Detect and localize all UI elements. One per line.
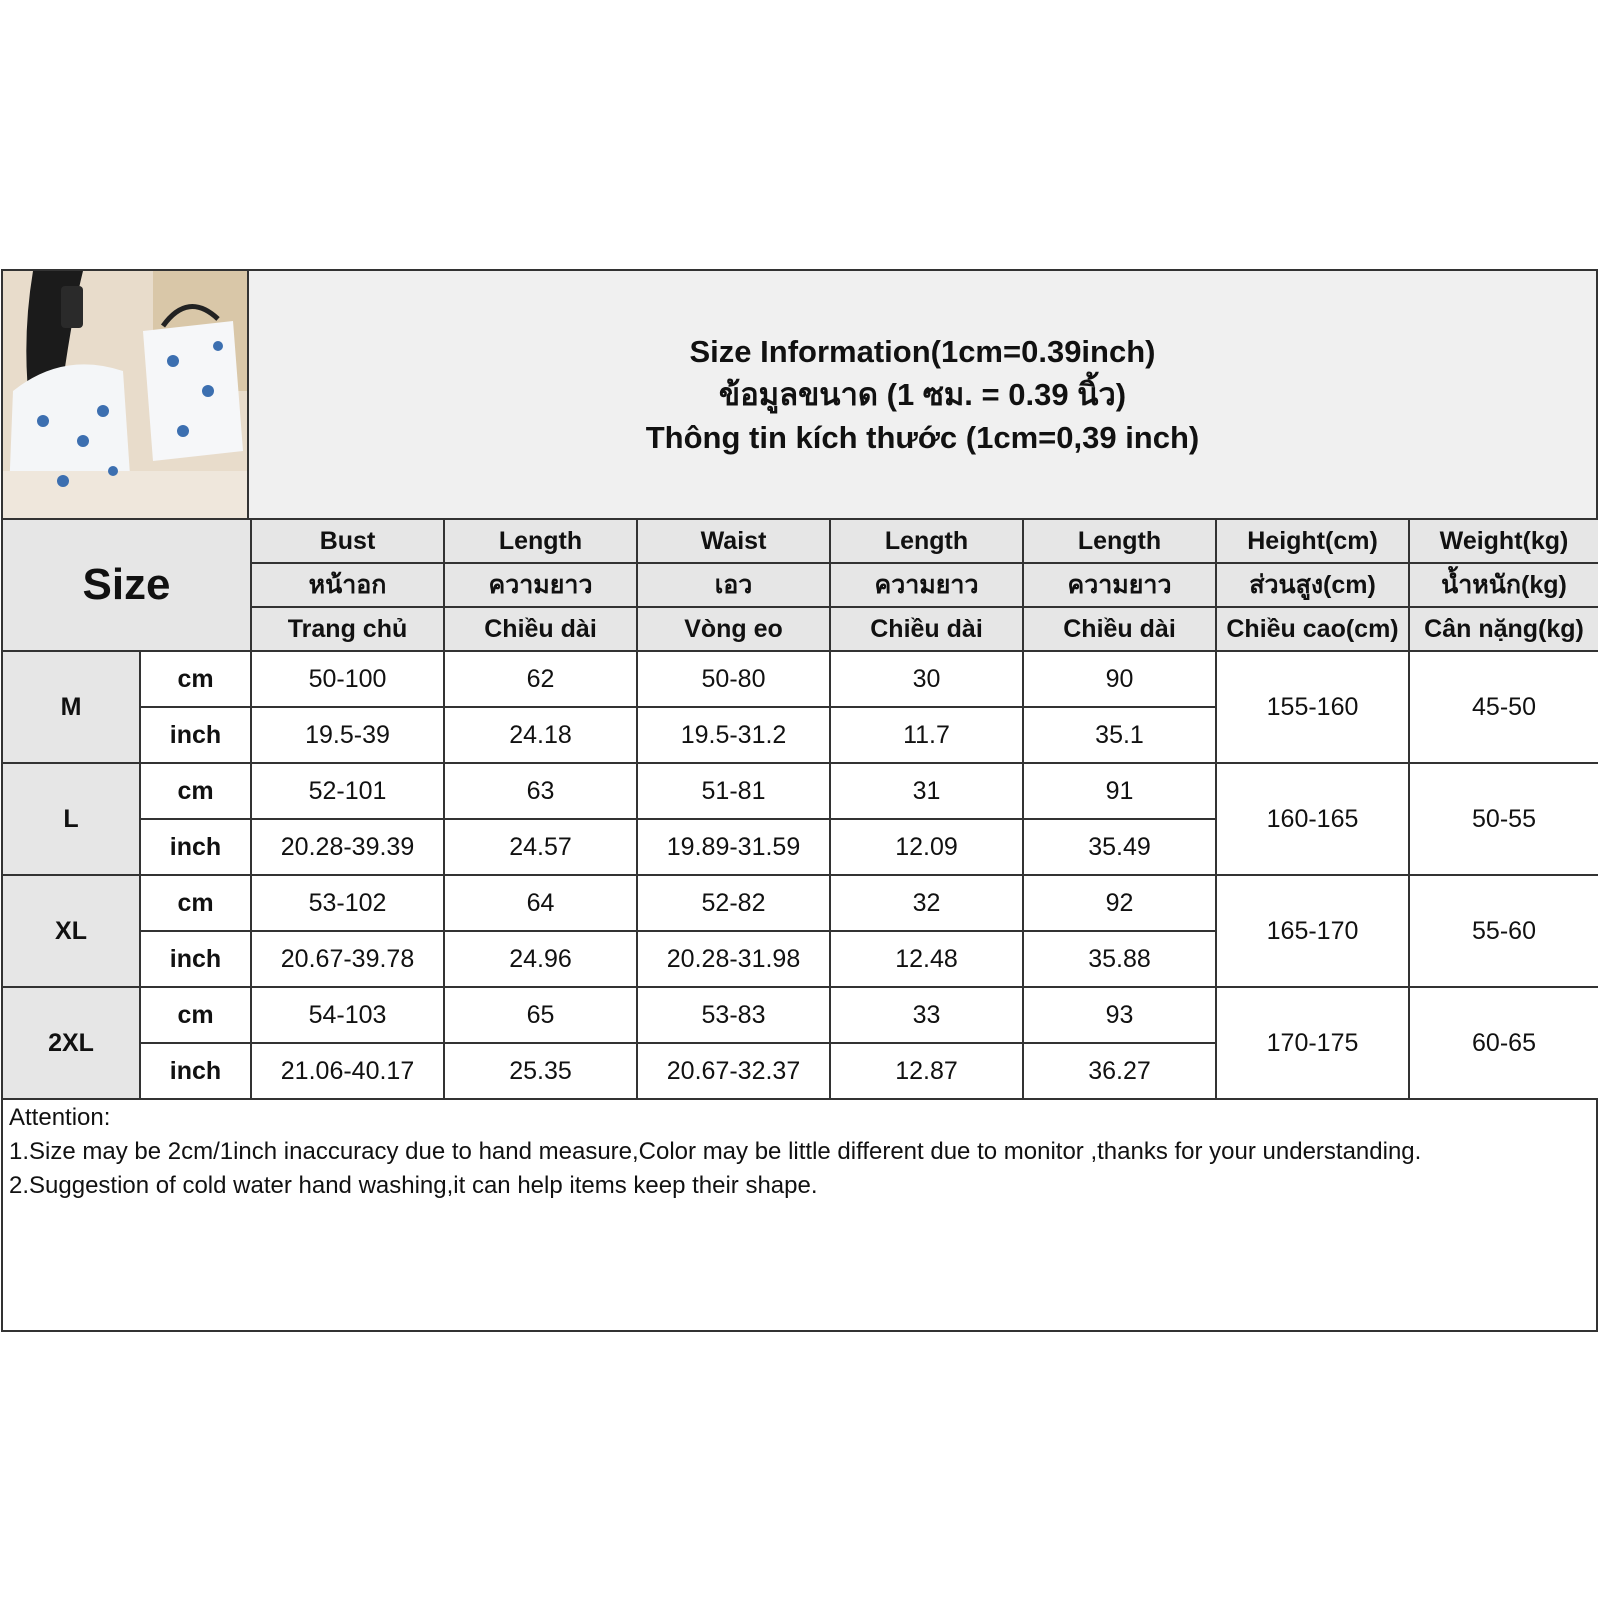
weight-cell: 60-65 [1409,987,1598,1099]
table-cell: 51-81 [637,763,830,819]
notes-heading: Attention: [9,1104,111,1131]
size-label: L [3,763,140,875]
attention-notes [9,1101,1421,1203]
size-label: XL [3,875,140,987]
weight-cell: 45-50 [1409,651,1598,763]
table-cell: 24.57 [444,819,637,875]
size-label: M [3,651,140,763]
col-header-vi: Vòng eo [637,607,830,651]
col-header-th: ส่วนสูง(cm) [1216,563,1409,607]
table-cell: 36.27 [1023,1043,1216,1099]
table-row-l-cm [3,763,1598,819]
table-row-2xl-cm [3,987,1598,1043]
table-cell: 65 [444,987,637,1043]
unit-label: cm [140,875,251,931]
table-cell: 64 [444,875,637,931]
note-line: 2.Suggestion of cold water hand washing,it can help items keep their shape. [9,1172,818,1199]
col-header-th: ความยาว [830,563,1023,607]
table-cell: 93 [1023,987,1216,1043]
table-cell: 52-101 [251,763,444,819]
col-header-en: Waist [637,520,830,563]
table-cell: 33 [830,987,1023,1043]
unit-label: cm [140,651,251,707]
table-cell: 52-82 [637,875,830,931]
col-header-en: Height(cm) [1216,520,1409,563]
height-cell: 170-175 [1216,987,1409,1099]
table-cell: 35.88 [1023,931,1216,987]
col-header-th: น้ำหนัก(kg) [1409,563,1598,607]
note-line: 1.Size may be 2cm/1inch inaccuracy due to hand measure,Color may be little different due to monitor ,thanks for your understanding. [9,1138,1422,1165]
header-row-english [3,520,1598,563]
table-cell: 50-80 [637,651,830,707]
col-header-vi: Cân nặng(kg) [1409,607,1598,651]
col-header-vi: Chiều dài [830,607,1023,651]
col-header-vi: Chiều cao(cm) [1216,607,1409,651]
unit-label: inch [140,819,251,875]
weight-cell: 55-60 [1409,875,1598,987]
table-cell: 63 [444,763,637,819]
table-cell: 19.5-39 [251,707,444,763]
height-cell: 155-160 [1216,651,1409,763]
col-header-th: หน้าอก [251,563,444,607]
table-cell: 20.67-32.37 [637,1043,830,1099]
table-cell: 12.87 [830,1043,1023,1099]
table-cell: 20.28-31.98 [637,931,830,987]
table-cell: 12.09 [830,819,1023,875]
col-header-th: เอว [637,563,830,607]
col-header-vi: Trang chủ [251,607,444,651]
size-chart [1,269,1598,1332]
unit-label: cm [140,763,251,819]
table-cell: 12.48 [830,931,1023,987]
unit-label: inch [140,707,251,763]
height-cell: 160-165 [1216,763,1409,875]
table-cell: 32 [830,875,1023,931]
size-table [3,520,1598,1100]
col-header-vi: Chiều dài [1023,607,1216,651]
size-header: Size [3,520,251,651]
table-cell: 21.06-40.17 [251,1043,444,1099]
table-cell: 62 [444,651,637,707]
table-cell: 25.35 [444,1043,637,1099]
table-cell: 19.5-31.2 [637,707,830,763]
col-header-en: Bust [251,520,444,563]
title-english: Size Information(1cm=0.39inch) [689,334,1156,369]
table-cell: 91 [1023,763,1216,819]
table-cell: 11.7 [830,707,1023,763]
table-cell: 35.1 [1023,707,1216,763]
height-cell: 165-170 [1216,875,1409,987]
table-cell: 50-100 [251,651,444,707]
table-cell: 24.18 [444,707,637,763]
col-header-en: Weight(kg) [1409,520,1598,563]
col-header-th: ความยาว [1023,563,1216,607]
weight-cell: 50-55 [1409,763,1598,875]
table-cell: 20.28-39.39 [251,819,444,875]
title-vietnamese: Thông tin kích thước (1cm=0,39 inch) [645,420,1200,455]
table-cell: 19.89-31.59 [637,819,830,875]
title-block [249,271,1596,520]
table-cell: 31 [830,763,1023,819]
col-header-en: Length [830,520,1023,563]
col-header-en: Length [444,520,637,563]
table-cell: 30 [830,651,1023,707]
table-row-m-cm [3,651,1598,707]
table-cell: 53-83 [637,987,830,1043]
unit-label: inch [140,1043,251,1099]
product-photo-illustration [3,271,249,520]
table-cell: 20.67-39.78 [251,931,444,987]
product-photo [3,271,249,520]
table-cell: 92 [1023,875,1216,931]
table-cell: 53-102 [251,875,444,931]
size-label: 2XL [3,987,140,1099]
table-row-xl-cm [3,875,1598,931]
unit-label: inch [140,931,251,987]
table-cell: 24.96 [444,931,637,987]
table-cell: 35.49 [1023,819,1216,875]
col-header-th: ความยาว [444,563,637,607]
title-thai: ข้อมูลขนาด (1 ซม. = 0.39 นิ้ว) [718,377,1127,412]
table-cell: 54-103 [251,987,444,1043]
table-cell: 90 [1023,651,1216,707]
col-header-vi: Chiều dài [444,607,637,651]
unit-label: cm [140,987,251,1043]
col-header-en: Length [1023,520,1216,563]
